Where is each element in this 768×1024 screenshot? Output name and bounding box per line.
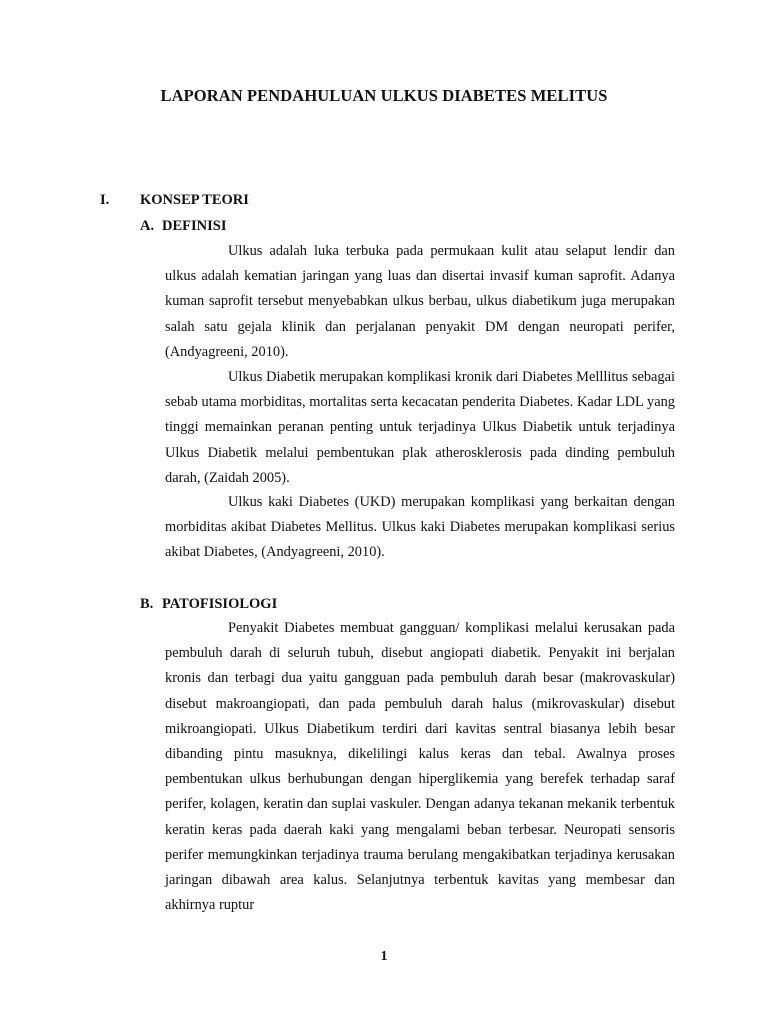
document-title: LAPORAN PENDAHULUAN ULKUS DIABETES MELITUS	[160, 86, 608, 105]
subsection-label: B.	[140, 596, 154, 612]
subsection-patofisiologi-heading	[140, 596, 277, 613]
section-number: I.	[100, 192, 110, 208]
subsection-title: PATOFISIOLOGI	[162, 596, 278, 612]
definisi-paragraph-1: Ulkus adalah luka terbuka pada permukaan kulit atau selaput lendir dan ulkus adalah kematian jaringan yang luas dan disertai invasif kuman saprofit. Adanya kuman saprofit tersebut menyebabkan ulkus berbau, ulkus diabetikum juga merupakan salah satu gejala klinik dan perjalanan penyakit DM dengan neuropati perifer, (Andyagreeni, 2010).	[165, 243, 675, 360]
definisi-paragraph-3: Ulkus kaki Diabetes (UKD) merupakan komplikasi yang berkaitan dengan morbiditas akibat Diabetes Mellitus. Ulkus kaki Diabetes merupakan komplikasi serius akibat Diabetes, (Andyagreeni, 2010).	[165, 494, 675, 561]
section-title: KONSEP TEORI	[140, 192, 249, 208]
subsection-title: DEFINISI	[162, 218, 227, 234]
subsection-label: A.	[140, 218, 155, 234]
subsection-definisi-heading	[140, 218, 226, 235]
page-number: 1	[380, 949, 388, 964]
definisi-paragraph-2: Ulkus Diabetik merupakan komplikasi kronik dari Diabetes Melllitus sebagai sebab utama morbiditas, mortalitas serta kecacatan penderita Diabetes. Kadar LDL yang tinggi memainkan peranan penting untuk terjadinya Ulkus Diabetik untuk terjadinya Ulkus Diabetik melalui pembentukan plak atherosklerosis pada dinding pembuluh darah, (Zaidah 2005).	[165, 369, 675, 486]
patofisiologi-paragraph-1: Penyakit Diabetes membuat gangguan/ komplikasi melalui kerusakan pada pembuluh darah di seluruh tubuh, disebut angiopati diabetik. Penyakit ini berjalan kronis dan terbagi dua yaitu gangguan pada pembuluh darah besar (makrovaskular) disebut makroangiopati, dan pada pembuluh darah halus (mikrovaskular) disebut mikroangiopati. Ulkus Diabetikum terdiri dari kavitas sentral biasanya lebih besar dibanding pintu masuknya, dikelilingi kalus keras dan tebal. Awalnya proses pembentukan ulkus berhubungan dengan hiperglikemia yang berefek terhadap saraf perifer, kolagen, keratin dan suplai vaskuler. Dengan adanya tekanan mekanik terbentuk keratin keras pada daerah kaki yang mengalami beban terbesar. Neuropati sensoris perifer memungkinkan terjadinya trauma berulang mengakibatkan terjadinya kerusakan jaringan dibawah area kalus. Selanjutnya terbentuk kavitas yang membesar dan akhirnya ruptur	[165, 620, 675, 914]
